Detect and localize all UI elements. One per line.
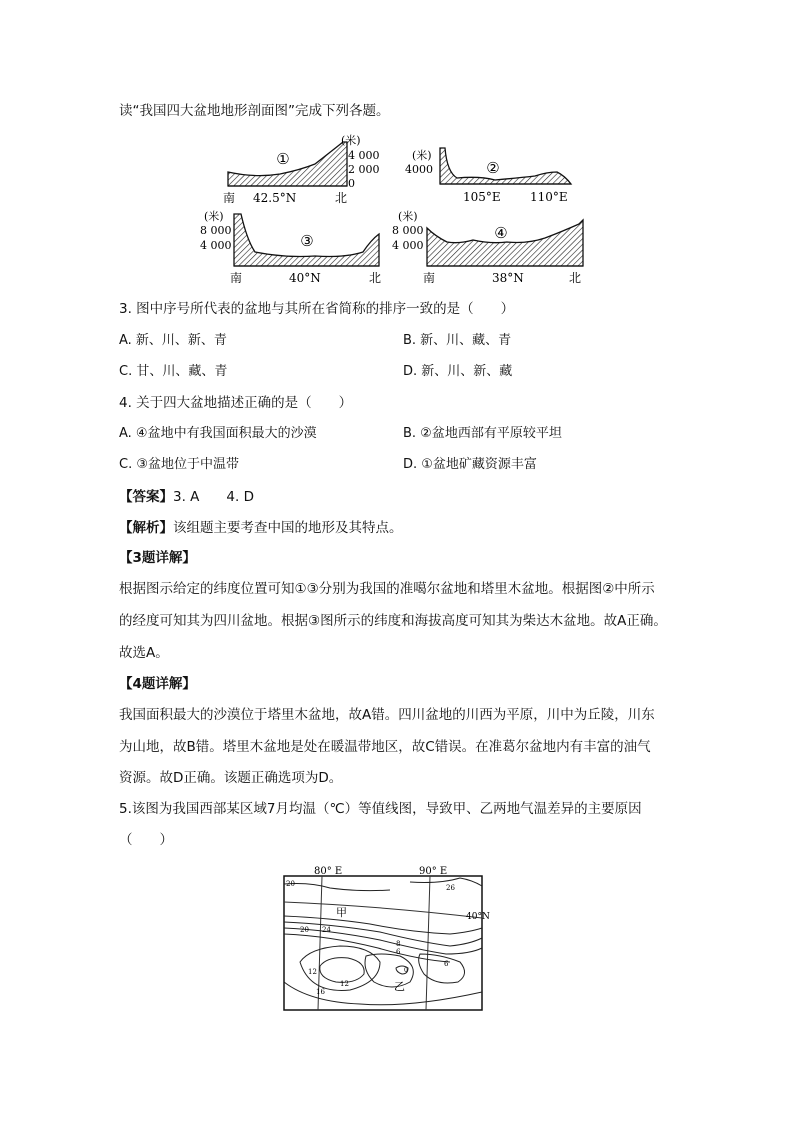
profile-1-north: 北 (335, 191, 348, 205)
answer-text: 3. A 4. D (173, 489, 254, 505)
iso-label-8: 12 (308, 968, 317, 976)
analysis-text: 该组题主要考查中国的地形及其特点。 (173, 520, 403, 536)
profile-4-south: 南 (423, 271, 436, 285)
profile-3-tick-1: 8 000 (200, 224, 232, 237)
q3-option-a[interactable]: A. 新、川、新、青 (119, 333, 227, 348)
lon-90e-label: 90° E (419, 866, 448, 877)
profile-1-tick-2: 2 000 (348, 163, 380, 176)
profile-4-number: ④ (494, 224, 508, 242)
label-jia: 甲 (336, 906, 347, 919)
iso-label-6: 6 (396, 948, 401, 956)
answer-label: 【答案】 (119, 489, 173, 505)
detail-4-line-3: 资源。故D正确。该题正确选项为D。 (119, 770, 343, 786)
profile-4-tick-2: 4 000 (392, 239, 424, 252)
profile-2-lon-1: 105°E (463, 190, 501, 204)
profile-3-tick-2: 4 000 (200, 239, 232, 252)
profile-3-number: ③ (300, 232, 314, 250)
detail-3-heading: 【3题详解】 (119, 550, 196, 566)
profile-1-tick-1: 4 000 (348, 149, 380, 162)
iso-label-1: 20 (286, 880, 295, 888)
profile-4 (392, 209, 583, 285)
iso-label-5: 8 (396, 940, 401, 948)
q4-option-a[interactable]: A. ④盆地中有我国面积最大的沙漠 (119, 426, 317, 441)
iso-label-4: 20 (300, 926, 309, 934)
profile-1-tick-3: 0 (348, 177, 355, 190)
detail-3-line-2: 的经度可知其为四川盆地。根据③图所示的纬度和海拔高度可知其为柴达木盆地。故A正确。 (119, 613, 667, 629)
lat-40n-label: 40°N (466, 912, 490, 922)
iso-label-3: 24 (322, 926, 331, 934)
profile-4-tick-1: 8 000 (392, 224, 424, 237)
profile-3-unit: (米) (204, 210, 224, 223)
detail-4-line-1: 我国面积最大的沙漠位于塔里木盆地，故A错。四川盆地的川西为平原，川中为丘陵，川东 (119, 707, 655, 723)
profile-1-south: 南 (223, 191, 236, 205)
intro-text: 读“我国四大盆地地形剖面图”完成下列各题。 (119, 103, 390, 119)
detail-4-heading: 【4题详解】 (119, 676, 196, 692)
iso-label-7: 6 (444, 960, 449, 968)
profile-4-north: 北 (569, 271, 582, 285)
profile-3-south: 南 (230, 271, 243, 285)
isotherm-map (270, 862, 500, 1014)
profile-1-unit: (米) (341, 134, 361, 147)
detail-4-line-2: 为山地，故B错。塔里木盆地是处在暖温带地区，故C错误。在准葛尔盆地内有丰富的油气 (119, 739, 651, 755)
answer-line (119, 487, 254, 507)
lon-80e-label: 80° E (314, 866, 343, 877)
profile-4-unit: (米) (398, 210, 418, 223)
analysis-line (119, 518, 403, 538)
iso-label-10: 16 (316, 988, 325, 996)
q3-option-b[interactable]: B. 新、川、藏、青 (403, 333, 512, 348)
q3-stem: 3. 图中序号所代表的盆地与其所在省简称的排序一致的是（ ） (119, 301, 515, 317)
iso-label-11: 0 (404, 967, 408, 974)
profile-2-lon-2: 110°E (530, 190, 568, 204)
iso-label-9: 12 (340, 980, 349, 988)
q4-option-b[interactable]: B. ②盆地西部有平原较平坦 (403, 426, 562, 441)
q3-option-c[interactable]: C. 甘、川、藏、青 (119, 364, 228, 379)
profile-2-tick: 4000 (405, 163, 433, 176)
profile-2-unit: (米) (412, 149, 432, 162)
iso-label-2: 26 (446, 884, 455, 892)
analysis-label: 【解析】 (119, 520, 173, 536)
profile-1-number: ① (276, 150, 290, 168)
q5-line-2: （ ） (119, 832, 173, 848)
basin-profiles-figure (195, 128, 595, 286)
q4-stem: 4. 关于四大盆地描述正确的是（ ） (119, 395, 353, 411)
map-frame (284, 876, 482, 1010)
q3-option-d[interactable]: D. 新、川、新、藏 (403, 364, 513, 379)
label-yi: 乙 (394, 980, 405, 993)
profile-3 (200, 209, 381, 285)
detail-3-line-1: 根据图示给定的纬度位置可知①③分别为我国的准噶尔盆地和塔里木盆地。根据图②中所示 (119, 581, 655, 597)
detail-3-line-3: 故选A。 (119, 645, 169, 661)
profile-3-lat: 40°N (289, 271, 321, 285)
q4-option-c[interactable]: C. ③盆地位于中温带 (119, 457, 239, 472)
profile-4-lat: 38°N (492, 271, 524, 285)
q4-option-d[interactable]: D. ①盆地矿藏资源丰富 (403, 457, 537, 472)
q5-line-1: 5.该图为我国西部某区域7月均温（℃）等值线图，导致甲、乙两地气温差异的主要原因 (119, 801, 642, 817)
profile-1-lat: 42.5°N (253, 191, 297, 205)
profile-3-north: 北 (369, 271, 382, 285)
profile-2-number: ② (486, 159, 500, 177)
profile-1 (223, 133, 380, 205)
profile-2 (405, 148, 571, 204)
